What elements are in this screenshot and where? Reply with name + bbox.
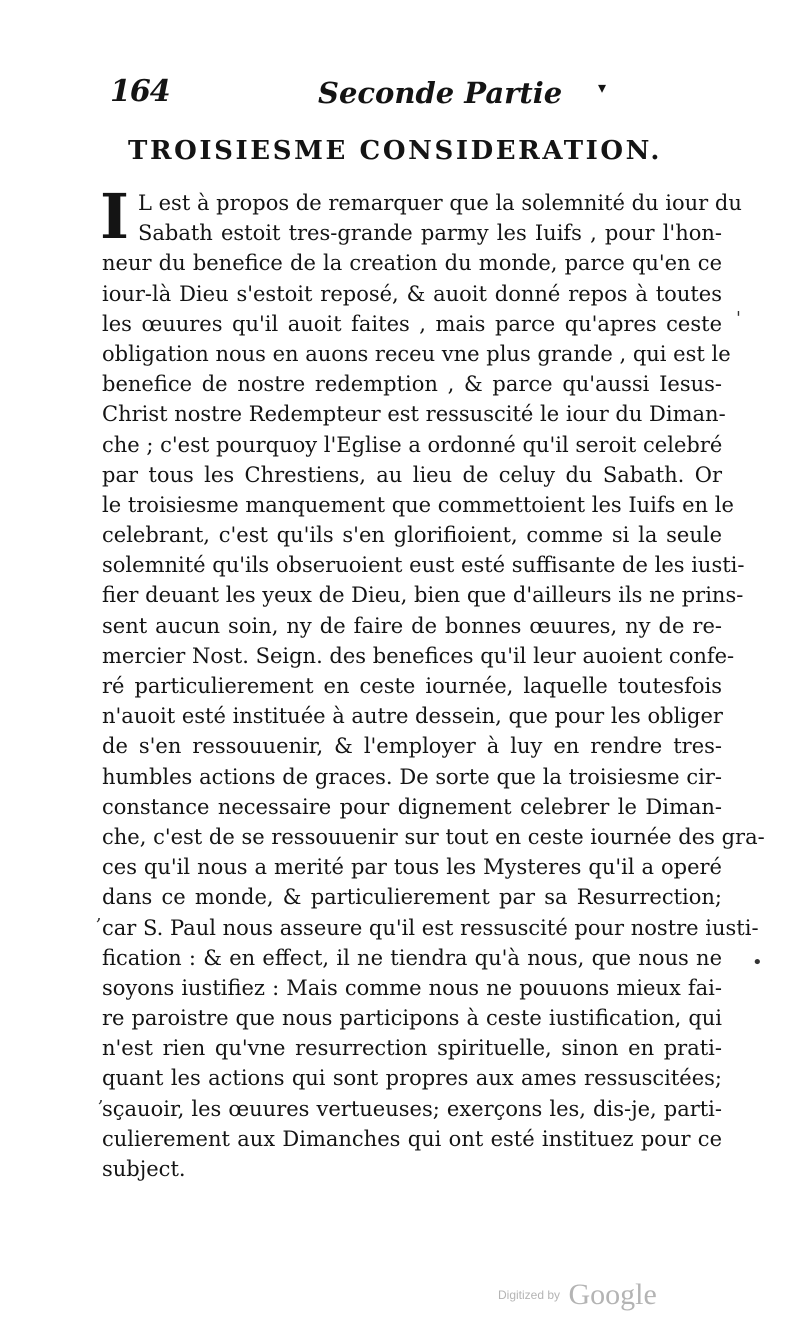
text-line: Sabath estoit tres-grande parmy les Iuifs , pour l'hon- <box>138 221 722 246</box>
text-line: fier deuant les yeux de Dieu, bien que d'ailleurs ils ne prins- <box>102 583 744 608</box>
body-text <box>100 180 765 1184</box>
text-line: che, c'est de se ressouuenir sur tout en ceste iournée des gra- <box>102 824 765 849</box>
text-line: sçauoir, les œuures vertueuses; exerçons les, dis-je, parti- <box>102 1096 722 1121</box>
text-line: subject. <box>102 1157 186 1181</box>
margin-mark: , <box>96 904 102 925</box>
text-line: ré particulierement en ceste iournée, laquelle toutesfois <box>102 674 722 698</box>
section-title: TROISIESME CONSIDERATION. <box>128 136 663 166</box>
watermark-prefix: Digitized by <box>498 1288 561 1302</box>
drop-cap: I <box>100 180 130 253</box>
text-line: de s'en ressouuenir, & l'employer à luy en rendre tres- <box>102 734 722 759</box>
margin-mark: ' <box>736 308 741 329</box>
text-line: mercier Nost. Seign. des benefices qu'il leur auoient confe- <box>102 643 735 668</box>
text-line: n'auoit esté instituée à autre dessein, que pour les obliger <box>102 704 723 729</box>
digitized-watermark <box>498 1278 657 1312</box>
text-line: re paroistre que nous participons à ceste iustification, qui <box>102 1006 722 1031</box>
text-line: soyons iustifiez : Mais comme nous ne pouuons mieux fai- <box>102 975 722 1000</box>
text-line: obligation nous en auons receu vne plus grande , qui est le <box>102 341 731 366</box>
header-mark: ▾ <box>598 78 607 97</box>
text-line: quant les actions qui sont propres aux ames ressuscitées; <box>102 1066 722 1091</box>
text-line: dans ce monde, & particulierement par sa Resurrection; <box>102 885 722 910</box>
text-line: ces qu'il nous a merité par tous les Mysteres qu'il a operé <box>102 855 722 880</box>
text-line: humbles actions de graces. De sorte que la troisiesme cir- <box>102 764 722 789</box>
page-header <box>110 74 710 114</box>
text-line: n'est rien qu'vne resurrection spirituelle, sinon en prati- <box>102 1036 722 1061</box>
text-line: che ; c'est pourquoy l'Eglise a ordonné qu'il seroit celebré <box>102 432 723 457</box>
text-line: par tous les Chrestiens, au lieu de celuy du Sabath. Or <box>102 462 722 487</box>
text-line: Christ nostre Redempteur est ressuscité le iour du Diman- <box>102 402 726 427</box>
text-line: constance necessaire pour dignement celebrer le Diman- <box>102 794 722 819</box>
text-line: L est à propos de remarquer que la solemnité du iour du <box>138 191 742 215</box>
text-line: fication : & en effect, il ne tiendra qu'à nous, que nous ne <box>102 945 722 970</box>
page-number: 164 <box>110 74 170 109</box>
running-head: Seconde Partie <box>318 76 563 110</box>
text-line: le troisiesme manquement que commettoient les Iuifs en le <box>102 492 734 517</box>
text-line: solemnité qu'ils obseruoient eust esté suffisante de les iusti- <box>102 553 745 578</box>
text-line: les œuures qu'il auoit faites , mais parce qu'apres ceste <box>102 311 722 336</box>
text-line: celebrant, c'est qu'ils s'en glorifioient, comme si la seule <box>102 523 722 548</box>
text-line: car S. Paul nous asseure qu'il est ressuscité pour nostre iusti- <box>102 915 759 940</box>
margin-mark: , <box>98 1086 104 1107</box>
text-line: benefice de nostre redemption , & parce qu'aussi Iesus- <box>102 372 722 397</box>
text-line: iour-là Dieu s'estoit reposé, & auoit donné repos à toutes <box>102 281 722 306</box>
text-line: culierement aux Dimanches qui ont esté instituez pour ce <box>102 1126 722 1151</box>
margin-mark: • <box>752 952 763 973</box>
text-line: sent aucun soin, ny de faire de bonnes œuures, ny de re- <box>102 613 722 638</box>
text-line: neur du benefice de la creation du monde, parce qu'en ce <box>102 251 722 276</box>
watermark-brand: Google <box>568 1278 657 1311</box>
